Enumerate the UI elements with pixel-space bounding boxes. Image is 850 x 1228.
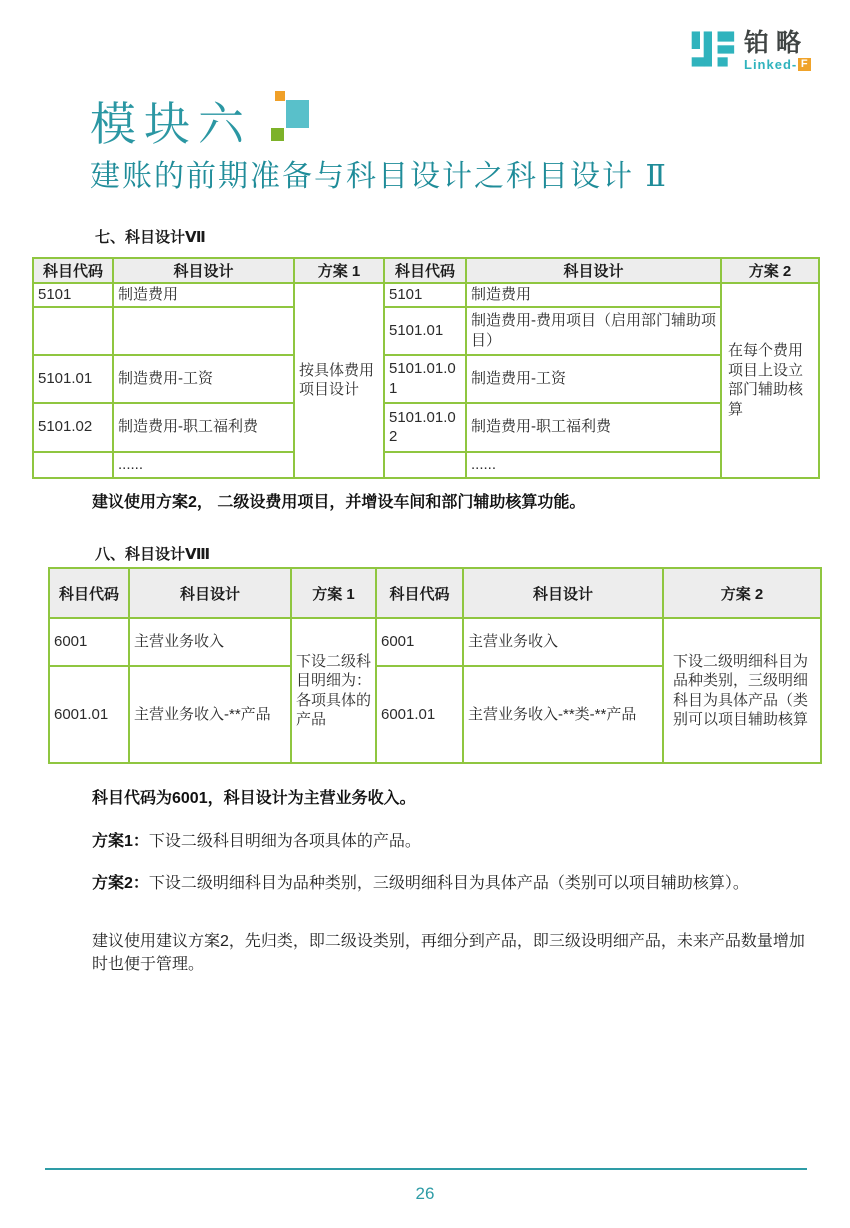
account-code-cell	[384, 452, 466, 478]
account-design-cell: 制造费用	[466, 283, 721, 307]
account-code-cell: 5101	[384, 283, 466, 307]
brand-f-badge: F	[798, 58, 811, 71]
recommendation-note: 建议使用方案2， 二级设费用项目，并增设车间和部门辅助核算功能。	[92, 494, 586, 511]
account-design-cell: 制造费用-费用项目（启用部门辅助项目）	[466, 307, 721, 355]
plan1-text: 下设二级科目明细为各项具体的产品。	[148, 833, 421, 850]
column-header: 方案 1	[294, 258, 384, 283]
account-code-cell	[33, 307, 113, 355]
table-row	[33, 355, 819, 403]
footer-divider	[45, 1168, 807, 1170]
table-row	[33, 452, 819, 478]
decor-square-teal	[286, 100, 309, 128]
account-code-cell: 5101.01.02	[384, 403, 466, 452]
column-header: 科目代码	[49, 568, 129, 618]
account-code-cell: 5101.01	[33, 355, 113, 403]
module-subtitle: 建账的前期准备与科目设计之科目设计 Ⅱ	[90, 159, 668, 194]
column-header: 科目设计	[466, 258, 721, 283]
section8-heading: 八、科目设计Ⅷ	[95, 546, 211, 563]
column-header: 科目代码	[384, 258, 466, 283]
column-header: 方案 2	[663, 568, 821, 618]
decor-square-orange	[275, 91, 285, 101]
account-code-cell: 5101	[33, 283, 113, 307]
account-code-cell: 6001	[376, 618, 463, 666]
account-design-cell: 制造费用-工资	[113, 355, 294, 403]
account-design-cell: ......	[113, 452, 294, 478]
logo-text	[744, 29, 811, 72]
section7-heading: 七、科目设计Ⅶ	[95, 229, 206, 246]
table-row	[49, 618, 821, 666]
column-header: 科目设计	[463, 568, 663, 618]
account-code-cell: 6001	[49, 618, 129, 666]
table-header-row	[49, 568, 821, 618]
plan2-cell: 在每个费用项目上设立部门辅助核算	[721, 283, 819, 478]
brand-logo	[688, 29, 811, 72]
account-code-cell: 5101.01.01	[384, 355, 466, 403]
subject-design-table-7	[32, 257, 820, 479]
column-header: 科目设计	[129, 568, 291, 618]
paragraph-recommendation: 建议使用建议方案2，先归类，即二级设类别，再细分到产品，即三级设明细产品，未来产品数量增加时也便于管理。	[92, 933, 805, 973]
brand-name-en	[744, 57, 811, 72]
brand-name-cn: 铂略	[744, 29, 809, 57]
table-row	[33, 307, 819, 355]
account-design-cell	[113, 307, 294, 355]
account-code-cell: 5101.02	[33, 403, 113, 452]
plan2-cell: 下设二级明细科目为品种类别，三级明细科目为具体产品（类别可以项目辅助核算	[663, 618, 821, 763]
column-header: 科目设计	[113, 258, 294, 283]
brand-en-prefix: Linked-	[744, 57, 798, 72]
plan2-text: 下设二级明细科目为品种类别，三级明细科目为具体产品（类别可以项目辅助核算）。	[148, 875, 749, 892]
account-code-cell	[33, 452, 113, 478]
account-design-cell: 主营业务收入-**产品	[129, 666, 291, 763]
account-code-cell: 5101.01	[384, 307, 466, 355]
account-design-cell: 制造费用-职工福利费	[113, 403, 294, 452]
column-header: 科目代码	[33, 258, 113, 283]
table-header-row	[33, 258, 819, 283]
account-code-cell: 6001.01	[49, 666, 129, 763]
linked-f-logo-icon	[688, 29, 736, 69]
account-design-cell: 主营业务收入	[129, 618, 291, 666]
subject-design-table-8	[48, 567, 822, 764]
account-design-cell: 制造费用-职工福利费	[466, 403, 721, 452]
plan1-cell: 下设二级科目明细为：各项具体的产品	[291, 618, 376, 763]
account-design-cell: 主营业务收入	[463, 618, 663, 666]
decor-square-green	[271, 128, 284, 141]
table-row	[33, 283, 819, 307]
account-code-cell: 6001.01	[376, 666, 463, 763]
module-title: 模块六	[90, 97, 252, 151]
account-design-cell: ......	[466, 452, 721, 478]
plan1-cell: 按具体费用项目设计	[294, 283, 384, 478]
page-number: 26	[415, 1184, 435, 1203]
paragraph-summary: 科目代码为6001，科目设计为主营业务收入。	[92, 790, 416, 807]
account-design-cell: 制造费用	[113, 283, 294, 307]
plan1-label: 方案1：	[92, 833, 149, 850]
column-header: 方案 2	[721, 258, 819, 283]
plan2-label: 方案2：	[92, 875, 149, 892]
account-design-cell: 制造费用-工资	[466, 355, 721, 403]
paragraph-plan1	[92, 830, 808, 853]
table-row	[33, 403, 819, 452]
paragraph-plan2	[92, 872, 808, 895]
column-header: 科目代码	[376, 568, 463, 618]
column-header: 方案 1	[291, 568, 376, 618]
account-design-cell: 主营业务收入-**类-**产品	[463, 666, 663, 763]
